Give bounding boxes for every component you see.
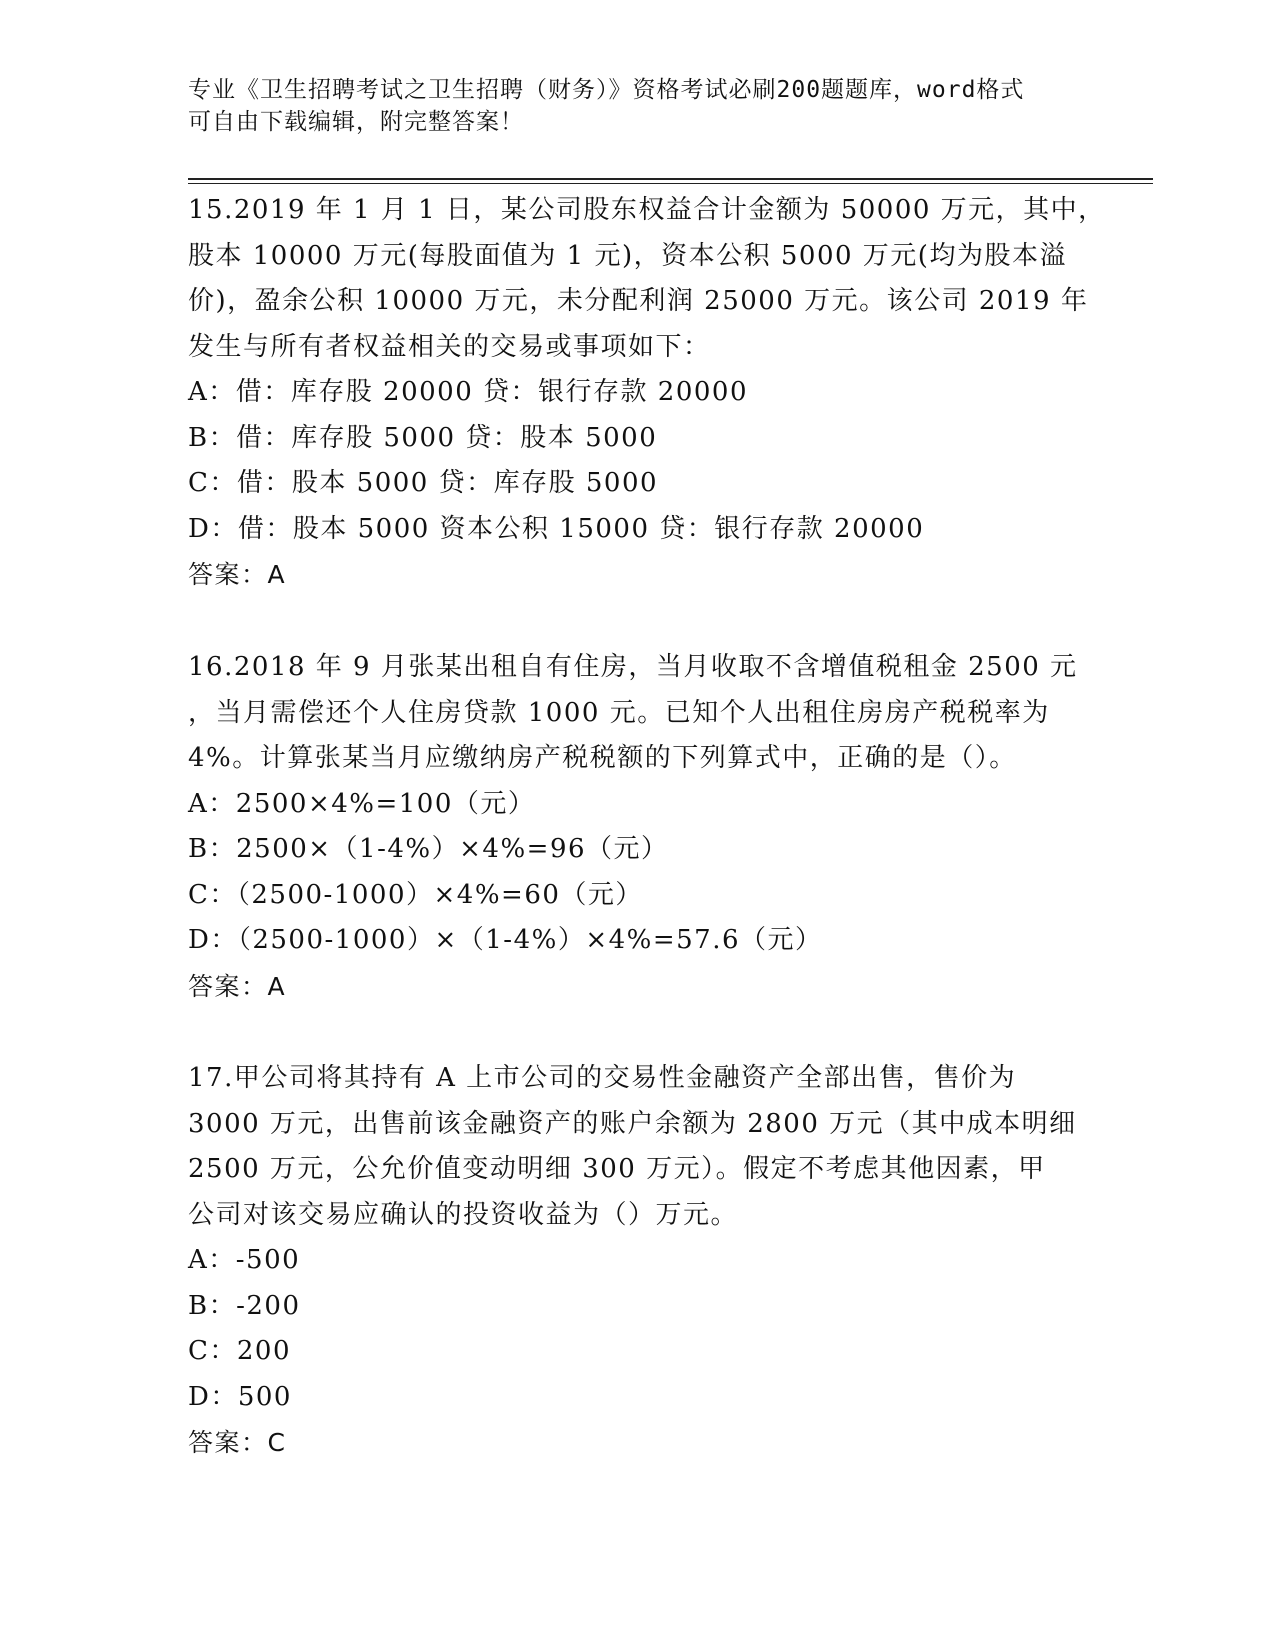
question-stem-line: 价)，盈余公积 10000 万元，未分配利润 25000 万元。该公司 2019 年 — [188, 286, 1089, 316]
question-stem-line: 17.甲公司将其持有 A 上市公司的交易性金融资产全部出售，售价为 — [188, 1063, 1017, 1093]
option-a: A：2500×4%=100（元） — [188, 788, 536, 819]
option-c: C：借：股本 5000 贷：库存股 5000 — [188, 468, 659, 498]
option-b: B：2500×（1-4%）×4%=96（元） — [188, 834, 669, 864]
option-b: B：借：库存股 5000 贷：股本 5000 — [188, 422, 658, 453]
option-d: D：借：股本 5000 资本公积 15000 贷：银行存款 20000 — [188, 513, 925, 544]
question-stem-line: 发生与所有者权益相关的交易或事项如下： — [188, 331, 711, 362]
header-divider — [188, 178, 1153, 184]
answer: 答案：A — [188, 560, 287, 589]
answer: 答案：C — [188, 1428, 287, 1457]
option-b: B：-200 — [188, 1290, 301, 1321]
question-16 — [188, 645, 1088, 1009]
option-c: C：200 — [188, 1336, 292, 1366]
header-line-2: 可自由下载编辑，附完整答案！ — [188, 109, 524, 135]
option-c: C：（2500-1000）×4%=60（元） — [188, 879, 643, 910]
question-stem-line: 3000 万元，出售前该金融资产的账户余额为 2800 万元（其中成本明细 — [188, 1108, 1077, 1139]
question-17 — [188, 1056, 1088, 1466]
option-d: D：（2500-1000）×（1-4%）×4%=57.6（元） — [188, 925, 823, 955]
option-a: A：借：库存股 20000 贷：银行存款 20000 — [188, 377, 748, 407]
question-stem-line: 16.2018 年 9 月张某出租自有住房，当月收取不含增值税租金 2500 元 — [188, 652, 1078, 682]
document-header — [188, 74, 1088, 138]
option-a: A：-500 — [188, 1245, 301, 1275]
question-stem-line: 公司对该交易应确认的投资收益为（）万元。 — [188, 1199, 739, 1230]
answer: 答案：A — [188, 971, 287, 1001]
question-stem-line: 股本 10000 万元(每股面值为 1 元)，资本公积 5000 万元(均为股本溢 — [188, 240, 1067, 271]
option-d: D：500 — [188, 1381, 292, 1412]
question-stem-line: ，当月需偿还个人住房贷款 1000 元。已知个人出租住房房产税税率为 — [188, 697, 1050, 728]
question-stem-line: 2500 万元，公允价值变动明细 300 万元）。假定不考虑其他因素，甲 — [188, 1154, 1046, 1184]
header-line-1: 专业《卫生招聘考试之卫生招聘（财务）》资格考试必刷200题题库，word格式 — [188, 77, 1025, 103]
question-stem-line: 15.2019 年 1 月 1 日，某公司股东权益合计金额为 50000 万元，其中， — [188, 195, 1106, 225]
question-stem-line: 4%。计算张某当月应缴纳房产税税额的下列算式中，正确的是（）。 — [188, 743, 1017, 773]
question-15 — [188, 188, 1106, 598]
